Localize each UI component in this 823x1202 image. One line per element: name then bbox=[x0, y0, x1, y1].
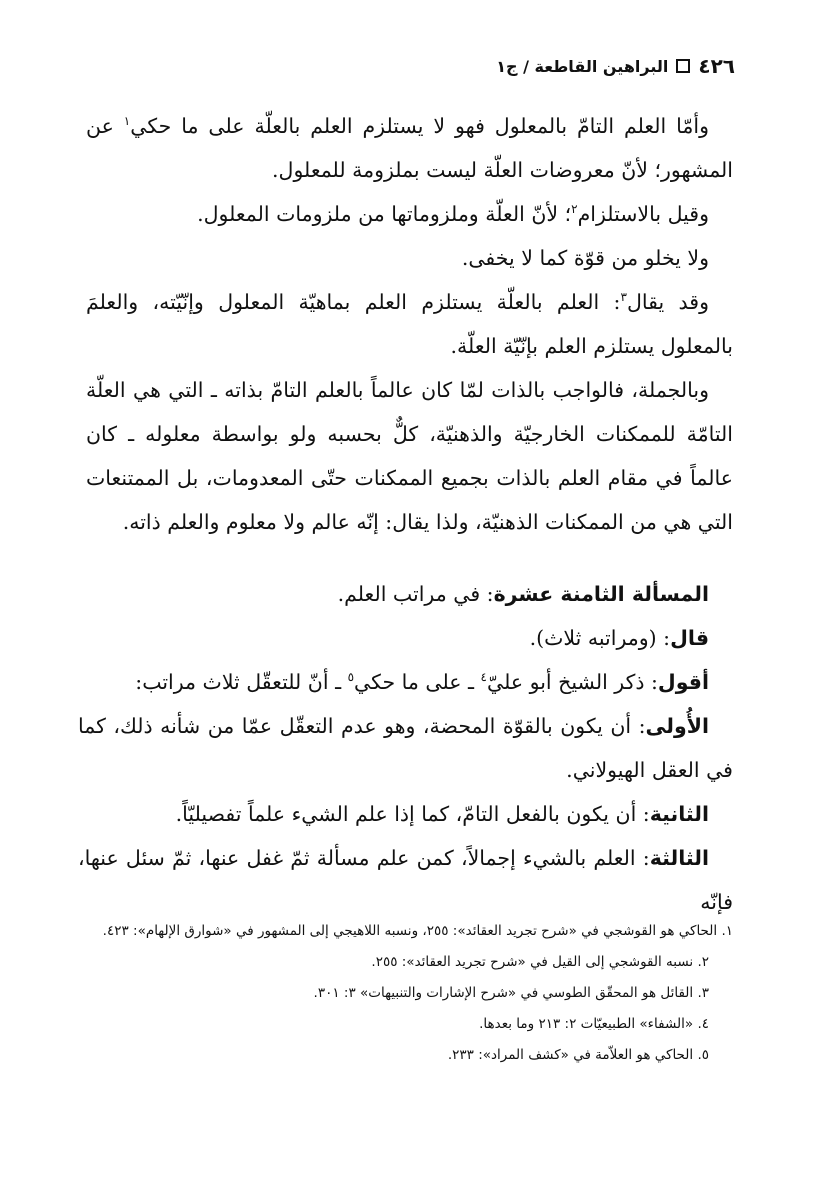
second-level bbox=[78, 792, 733, 836]
aqul-text-a: : ذكر الشيخ أبو عليّ bbox=[486, 670, 658, 694]
paragraph-2-text-a: وقيل بالاستلزام bbox=[577, 202, 709, 226]
qal-label: قال bbox=[670, 626, 709, 650]
paragraph-5: وبالجملة، فالواجب بالذات لمّا كان عالماً بالعلم التامّ بذاته ـ التي هي العلّة التامّة للممكنات الخارجيّة والذهنيّة، كلٌّ بحسبه ولو بواسطة معلوله ـ كان عالماً في مقام العلم بالذات بجميع الممكنات حتّى المعدومات، بل الممتنعات التي هي من الممكنات الذهنيّة، ولذا يقال: إنّه عالم ولا معلوم والعلم ذاته. bbox=[86, 378, 733, 534]
footnote-2-number: ٢. bbox=[697, 954, 709, 970]
third-level-label: الثالثة bbox=[649, 846, 709, 870]
section-eighteen bbox=[78, 572, 733, 924]
footnote-4 bbox=[78, 1009, 733, 1040]
footnote-1 bbox=[78, 916, 733, 947]
paragraph-1 bbox=[86, 104, 733, 192]
footnote-3 bbox=[78, 978, 733, 1009]
third-level-text: : العلم بالشيء إجمالاً، كمن علم مسألة ثمّ غفل عنها، ثمّ سئل عنها، فإنّه bbox=[78, 846, 733, 914]
footnote-ref-3: ٣ bbox=[620, 290, 627, 305]
footnote-1-text: الحاكي هو القوشجي في «شرح تجريد العقائد»: ٢٥٥، ونسبه اللاهيجي إلى المشهور في «شوارق الإلهام»: ٤٢٣. bbox=[102, 923, 718, 939]
footnote-5 bbox=[78, 1040, 733, 1071]
aqul-label: أقول bbox=[657, 670, 709, 694]
footnote-5-number: ٥. bbox=[697, 1047, 709, 1063]
footnote-3-text: القائل هو المحقّق الطوسي في «شرح الإشارات والتنبيهات» ٣: ٣٠١. bbox=[313, 985, 694, 1001]
paragraph-1-text-a: وأمّا العلم التامّ بالمعلول فهو لا يستلزم العلم بالعلّة على ما حكي bbox=[130, 114, 709, 138]
main-text bbox=[86, 104, 733, 544]
aqul-text-b: ـ على ما حكي bbox=[354, 670, 481, 694]
square-ornament-icon bbox=[676, 59, 690, 73]
footnote-4-number: ٤. bbox=[697, 1016, 709, 1032]
qal-text: : (ومراتبه ثلاث). bbox=[529, 626, 671, 650]
second-level-text: : أن يكون بالفعل التامّ، كما إذا علم الشيء علماً تفصيليّاً. bbox=[175, 802, 650, 826]
qal-line bbox=[78, 616, 733, 660]
paragraph-4 bbox=[86, 280, 733, 368]
first-level bbox=[78, 704, 733, 792]
footnote-ref-5: ٥ bbox=[347, 670, 355, 685]
third-level bbox=[78, 836, 733, 924]
page-header bbox=[496, 54, 735, 78]
second-level-label: الثانية bbox=[649, 802, 709, 826]
first-level-text: : أن يكون بالقوّة المحضة، وهو عدم التعقّل عمّا من شأنه ذلك، كما في العقل الهيولاني. bbox=[78, 714, 733, 782]
paragraph-2-text-b: ؛ لأنّ العلّة وملزوماتها من ملزومات المعلول. bbox=[197, 202, 572, 226]
aqul-text-c: ـ أنّ للتعقّل ثلاث مراتب: bbox=[135, 670, 348, 694]
section-title-label: المسألة الثامنة عشرة bbox=[493, 582, 709, 606]
paragraph-4-text-a: وقد يقال bbox=[626, 290, 709, 314]
section-title bbox=[78, 572, 733, 616]
paragraph-2 bbox=[86, 192, 733, 236]
section-title-rest: : في مراتب العلم. bbox=[337, 582, 494, 606]
first-level-label: الأُولى bbox=[645, 714, 709, 738]
footnote-ref-4: ٤ bbox=[480, 670, 487, 685]
footnote-5-text: الحاكي هو العلاّمة في «كشف المراد»: ٢٣٣. bbox=[447, 1047, 694, 1063]
footnote-3-number: ٣. bbox=[697, 985, 709, 1001]
footnote-ref-2: ٢ bbox=[571, 202, 578, 217]
footnote-1-number: ١. bbox=[721, 923, 733, 939]
running-title: البراهين القاطعة / ج١ bbox=[496, 56, 669, 76]
footnote-4-text: «الشفاء» الطبيعيّات ٢: ٢١٣ وما بعدها. bbox=[479, 1016, 694, 1032]
paragraph-1-text-b: عن المشهور؛ لأنّ معروضات العلّة ليست بملزومة للمعلول. bbox=[86, 114, 733, 182]
footnote-2-text: نسبه القوشجي إلى القيل في «شرح تجريد العقائد»: ٢٥٥. bbox=[371, 954, 694, 970]
footnotes bbox=[78, 916, 733, 1071]
paragraph-3: ولا يخلو من قوّة كما لا يخفى. bbox=[461, 246, 709, 270]
footnote-ref-1: ١ bbox=[123, 114, 131, 129]
aqul-line bbox=[78, 660, 733, 704]
paragraph-4-text-b: : العلم بالعلّة يستلزم العلم بماهيّة المعلول وإنّيّته، والعلمَ بالمعلول يستلزم العلم بإنّيّة العلّة. bbox=[86, 290, 733, 358]
footnote-2 bbox=[78, 947, 733, 978]
page-number: ٤٢٦ bbox=[698, 54, 735, 78]
